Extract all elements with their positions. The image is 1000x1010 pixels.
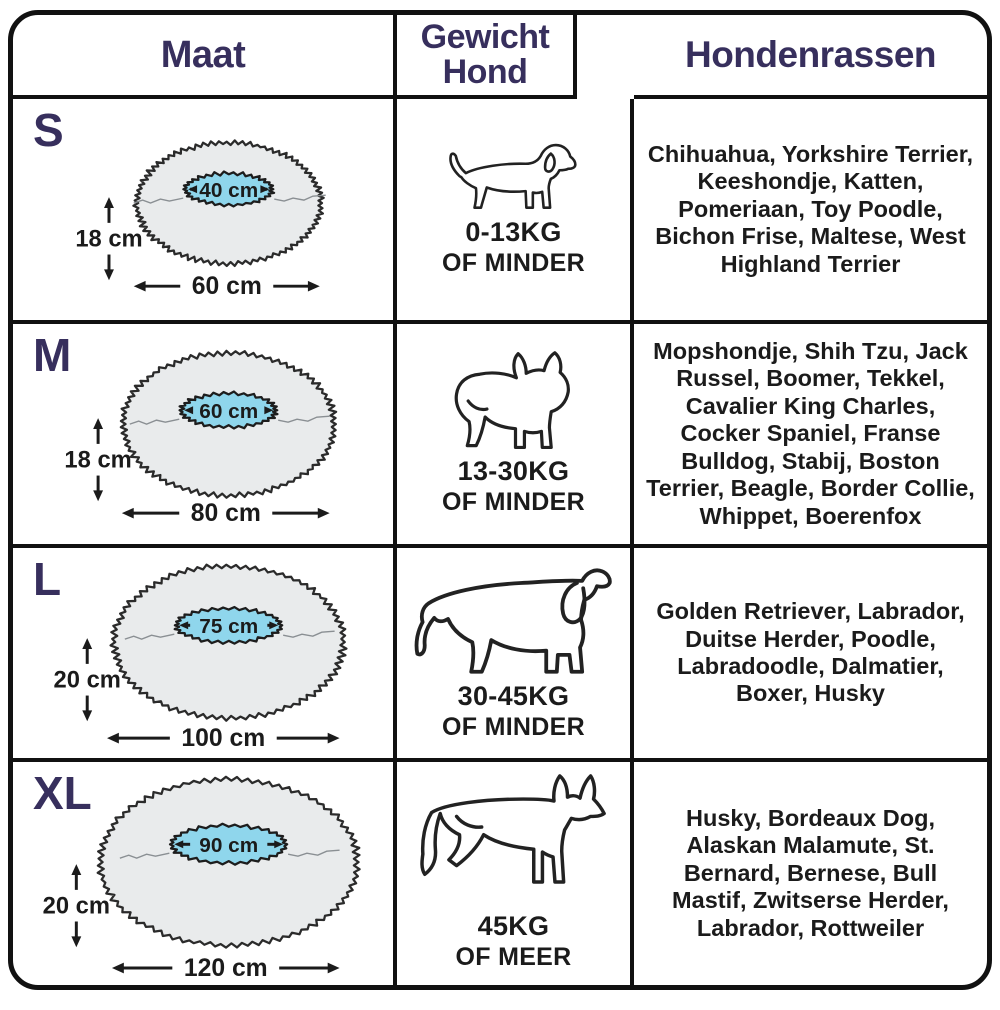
row-l-weight xyxy=(442,681,585,742)
row-l-bed-cell xyxy=(13,548,397,762)
column-header-hondenrassen xyxy=(634,15,987,99)
svg-text:20 cm: 20 cm xyxy=(42,892,111,920)
row-xl-bed-cell xyxy=(13,762,397,985)
svg-text:40 cm: 40 cm xyxy=(199,179,259,203)
header-gewicht-label: Gewicht Hond xyxy=(420,17,550,91)
breeds-list-s: Chihuahua, Yorkshire Terrier, Keeshondje, Katten, Pomeriaan, Toy Poodle, Bichon Frise, Maltese, West Highland Terrier xyxy=(647,140,974,277)
row-m-bed-cell xyxy=(13,324,397,548)
row-xl-weight xyxy=(456,911,572,972)
row-l-breeds-cell xyxy=(634,548,987,762)
breeds-list-xl: Husky, Bordeaux Dog, Alaskan Malamute, St. Bernard, Bernese, Bull Mastif, Zwitserse Herder, Labrador, Rottweiler xyxy=(672,804,949,941)
weight-range: 13-30KG xyxy=(457,455,570,486)
row-s-breeds-cell xyxy=(634,99,987,324)
svg-text:18 cm: 18 cm xyxy=(75,225,143,253)
breeds-list-m: Mopshondje, Shih Tzu, Jack Russel, Boomer, Tekkel, Cavalier King Charles, Cocker Spaniel, Franse Bulldog, Stabij, Boston Terrier, Beagle, Border Collie, Whippet, Boerenfox xyxy=(646,337,975,529)
weight-note: OF MEER xyxy=(455,943,572,972)
weight-range: 30-45KG xyxy=(457,680,570,711)
row-m-weight-cell xyxy=(397,324,634,548)
french-bulldog-icon xyxy=(453,351,574,451)
dachshund-icon xyxy=(445,140,582,212)
row-m-breeds-cell xyxy=(634,324,987,548)
row-l-weight-cell xyxy=(397,548,634,762)
size-label-l: L xyxy=(33,553,62,605)
svg-text:100 cm: 100 cm xyxy=(181,725,266,753)
row-xl-weight-cell xyxy=(397,762,634,985)
weight-note: OF MINDER xyxy=(442,249,585,278)
header-maat-label: Maat xyxy=(160,33,246,76)
weight-note: OF MINDER xyxy=(442,712,585,741)
svg-text:120 cm: 120 cm xyxy=(183,954,268,982)
weight-note: OF MINDER xyxy=(442,487,585,516)
size-label-xl: XL xyxy=(33,767,92,819)
size-chart-table xyxy=(8,10,992,990)
svg-text:60 cm: 60 cm xyxy=(199,400,259,424)
header-rassen-label: Hondenrassen xyxy=(684,34,936,75)
column-header-gewicht-hond xyxy=(397,15,577,99)
row-s-weight-cell xyxy=(397,99,634,324)
svg-text:20 cm: 20 cm xyxy=(53,666,121,694)
svg-text:18 cm: 18 cm xyxy=(64,446,132,474)
row-s-bed-cell xyxy=(13,99,397,324)
dog-bed-illustration-s xyxy=(13,99,393,320)
svg-text:60 cm: 60 cm xyxy=(191,273,262,301)
table-grid xyxy=(13,15,987,985)
column-header-maat xyxy=(13,15,397,99)
row-s-weight xyxy=(442,217,585,278)
svg-text:80 cm: 80 cm xyxy=(190,500,261,528)
size-label-m: M xyxy=(33,329,72,381)
breeds-list-l: Golden Retriever, Labrador, Duitse Herder, Poodle, Labradoodle, Dalmatier, Boxer, Husky xyxy=(656,598,965,707)
german-shepherd-icon xyxy=(419,774,608,909)
weight-range: 45KG xyxy=(477,911,550,942)
size-label-s: S xyxy=(33,104,64,156)
dog-bed-illustration-l xyxy=(13,548,393,758)
svg-text:90 cm: 90 cm xyxy=(199,834,259,858)
weight-range: 0-13KG xyxy=(465,217,562,248)
row-m-weight xyxy=(442,456,585,517)
spaniel-icon xyxy=(411,564,616,676)
svg-text:75 cm: 75 cm xyxy=(199,615,259,639)
row-xl-breeds-cell xyxy=(634,762,987,985)
